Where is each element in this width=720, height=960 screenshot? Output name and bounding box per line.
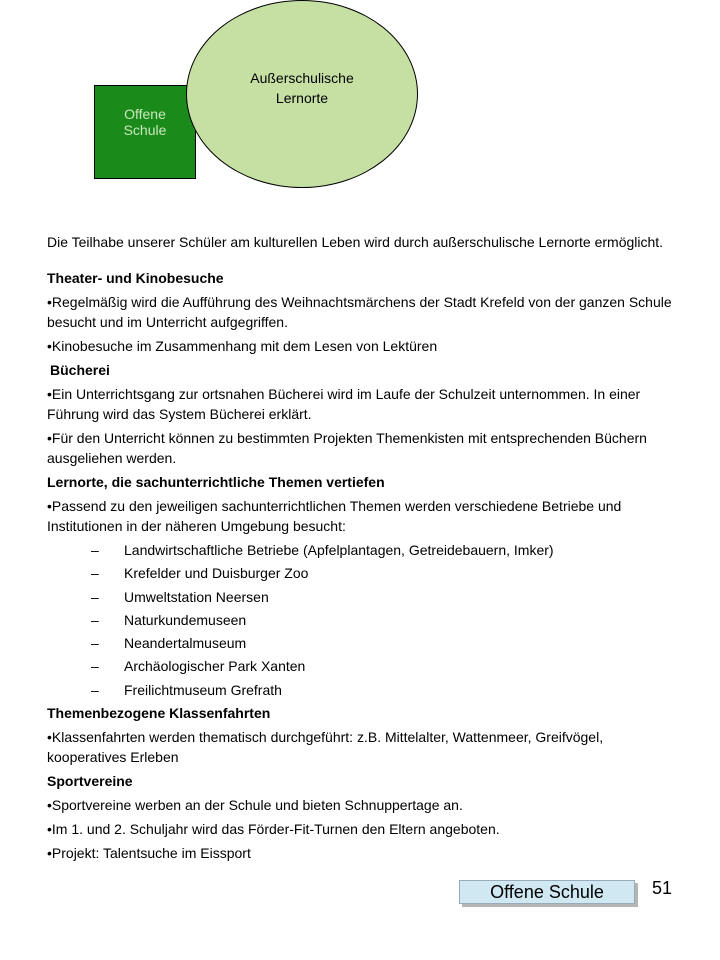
list-item-lernort-4: – Naturkundemuseen — [47, 610, 677, 630]
main-content — [47, 232, 677, 867]
intro-paragraph: Die Teilhabe unserer Schüler am kulturellen Leben wird durch außerschulische Lernorte ermöglicht. — [47, 234, 664, 250]
list-item-lernort-7: – Freilichtmuseum Grefrath — [47, 680, 677, 700]
page-number: 51 — [652, 878, 673, 898]
heading-theater: Theater- und Kinobesuche — [47, 270, 224, 286]
ellipse-label-line2: Lernorte — [275, 90, 329, 106]
list-item-lernort-6: – Archäologischer Park Xanten — [47, 656, 677, 676]
offene-schule-box — [94, 85, 196, 179]
ellipse-label-line1: Außerschulische — [250, 70, 354, 86]
list-item-lernort-5: – Neandertalmuseum — [47, 633, 677, 653]
bullet-sport-3: •Projekt: Talentsuche im Eissport — [47, 845, 251, 862]
box-label-line1: Offene — [124, 106, 166, 122]
heading-lernorte: Lernorte, die sachunterrichtliche Themen vertiefen — [47, 474, 385, 490]
bullet-buecherei-1: •Ein Unterrichtsgang zur ortsnahen Bücherei wird im Laufe der Schulzeit unternommen. In einer Führung wird das System Bücherei erklärt. — [47, 386, 641, 422]
list-item-lernort-2: – Krefelder und Duisburger Zoo — [47, 563, 677, 583]
box-label-line2: Schule — [123, 122, 167, 138]
bullet-lernorte-1: •Passend zu den jeweiligen sachunterrichtlichen Themen werden verschiedene Betriebe und Institutionen in der näheren Umgebung besucht: — [47, 498, 622, 534]
heading-buecherei: Bücherei — [50, 362, 110, 378]
heading-klassenfahrten: Themenbezogene Klassenfahrten — [47, 705, 271, 722]
bullet-theater-1: •Regelmäßig wird die Aufführung des Weihnachtsmärchens der Stadt Krefeld von der ganzen Schule besucht und im Unterricht aufgegriffen. — [47, 294, 672, 330]
list-item-lernort-1: – Landwirtschaftliche Betriebe (Apfelplantagen, Getreidebauern, Imker) — [47, 540, 677, 560]
bullet-sport-1: •Sportvereine werben an der Schule und bieten Schnuppertage an. — [47, 797, 463, 814]
heading-sport: Sportvereine — [47, 773, 133, 790]
footer-offene-schule-label: Offene Schule — [459, 880, 635, 904]
bullet-sport-2: •Im 1. und 2. Schuljahr wird das Förder-Fit-Turnen den Eltern angeboten. — [47, 821, 500, 838]
bullet-buecherei-2: •Für den Unterricht können zu bestimmten Projekten Themenkisten mit entsprechenden Büchern ausgeliehen werden. — [47, 430, 647, 466]
ausserschulische-lernorte-ellipse — [186, 0, 418, 188]
list-item-lernort-3: – Umweltstation Neersen — [47, 587, 677, 607]
bullet-klassenfahrten-1: •Klassenfahrten werden thematisch durchgeführt: z.B. Mittelalter, Wattenmeer, Greifvögel, kooperatives Erleben — [47, 729, 604, 766]
bullet-theater-2: •Kinobesuche im Zusammenhang mit dem Lesen von Lektüren — [47, 338, 438, 354]
